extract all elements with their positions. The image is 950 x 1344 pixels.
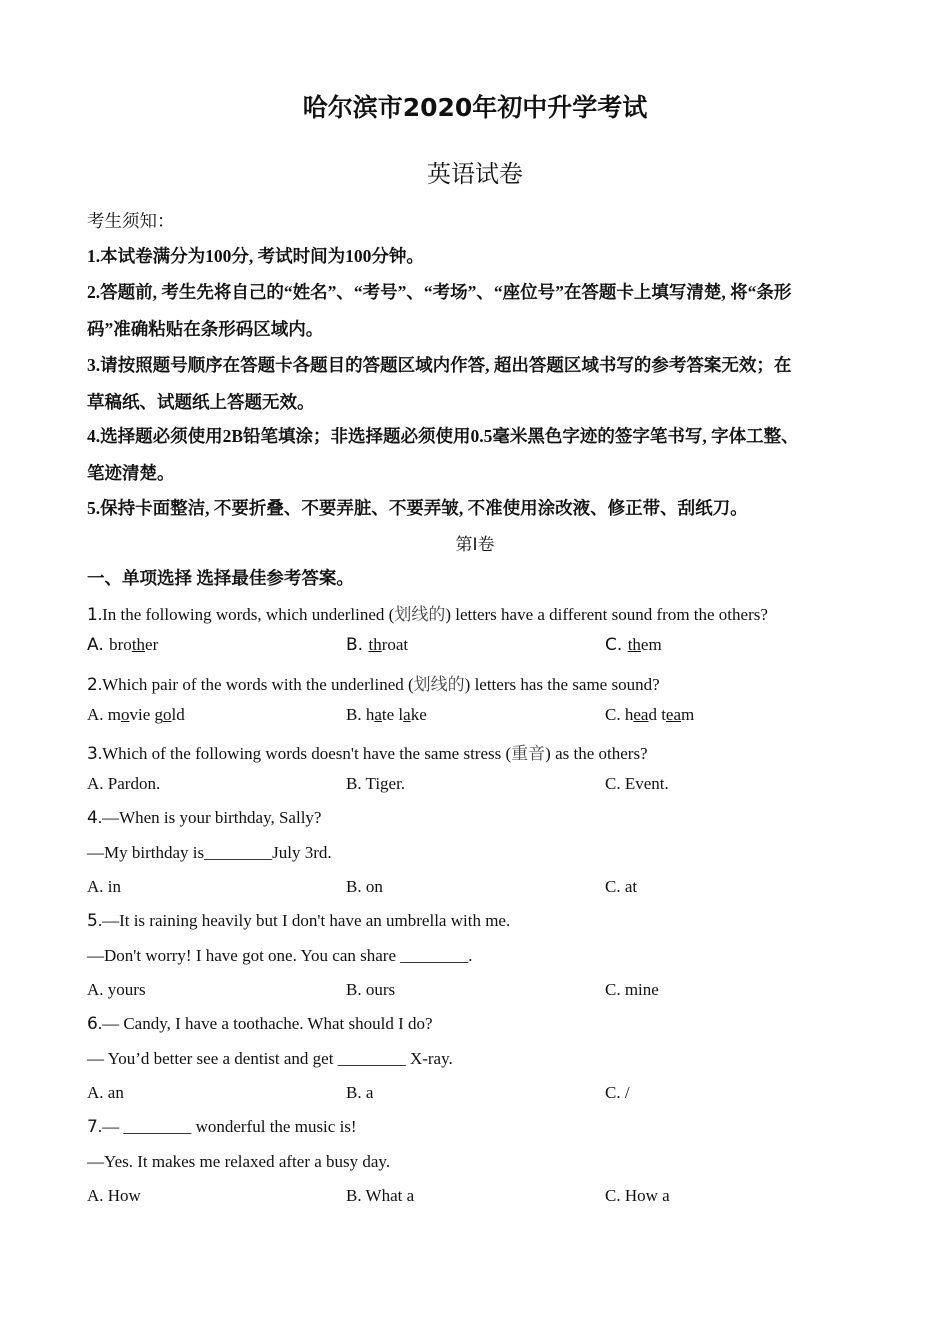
notice-line-3: 3.请按照题号顺序在答题卡各题目的答题区域内作答, 超出答题区域书写的参考答案无效；在 [87,355,792,375]
q7-option-a: A. How [87,1186,141,1205]
q2-option-a: A. movie gold [87,705,185,724]
question-6-line-2: — You’d better see a dentist and get ________ X-ray. [87,1049,453,1068]
q5-option-b: B. ours [346,980,396,999]
question-number: 6 [87,1014,98,1034]
q3-option-a: A. Pardon. [87,774,161,793]
section-heading: 一、单项选择 选择最佳参考答案。 [87,568,354,588]
question-1: 1.In the following words, which underlined (划线的) letters have a different sound from the others? [87,605,768,625]
q1-option-b: B. throat [346,635,409,655]
q7-option-b: B. What a [346,1186,415,1205]
q4-option-a: A. in [87,877,121,896]
q5-option-a: A. yours [87,980,146,999]
q3-option-b: B. Tiger. [346,774,406,793]
question-7: 7.— ________ wonderful the music is! [87,1117,357,1137]
q6-option-b: B. a [346,1083,374,1102]
question-number: 5 [87,911,98,931]
question-3: 3.Which of the following words doesn't have the same stress (重音) as the others? [87,744,648,764]
q7-option-c: C. How a [605,1186,670,1205]
volume-heading: 第Ⅰ卷 [455,535,495,555]
q4-option-c: C. at [605,877,638,896]
question-4-line-2: —My birthday is________July 3rd. [87,843,332,862]
q2-option-c: C. head team [605,705,695,724]
notice-line-4-cont: 笔迹清楚。 [87,463,175,483]
notice-line-2: 2.答题前, 考生先将自己的“姓名”、“考号”、“考场”、“座位号”在答题卡上填写清楚, 将“条形 [87,282,792,302]
exam-subtitle: 英语试卷 [427,160,523,188]
notice-line-2-cont: 码”准确粘贴在条形码区域内。 [87,319,324,339]
q4-option-b: B. on [346,877,383,896]
notice-line-5: 5.保持卡面整洁, 不要折叠、不要弄脏、不要弄皱, 不准使用涂改液、修正带、刮纸刀。 [87,498,748,518]
q5-option-c: C. mine [605,980,659,999]
notice-line-1: 1.本试卷满分为100分, 考试时间为100分钟。 [87,246,424,266]
q6-option-c: C. / [605,1083,630,1102]
question-4: 4.—When is your birthday, Sally? [87,808,322,828]
notice-line-4: 4.选择题必须使用2B铅笔填涂；非选择题必须使用0.5毫米黑色字迹的签字笔书写, 字体工整、 [87,426,799,446]
q6-option-a: A. an [87,1083,124,1102]
question-5: 5.—It is raining heavily but I don't have an umbrella with me. [87,911,511,931]
q1-option-c: C. them [605,635,662,655]
question-number: 7 [87,1117,98,1137]
q1-option-a: A. brother [87,635,159,655]
question-number: 4 [87,808,98,828]
question-6: 6.— Candy, I have a toothache. What should I do? [87,1014,433,1034]
question-2: 2.Which pair of the words with the underlined (划线的) letters has the same sound? [87,675,660,695]
notice-heading: 考生须知： [87,211,175,231]
question-number: 1 [87,605,98,625]
question-number: 3 [87,744,98,764]
exam-title: 哈尔滨市2020年初中升学考试 [302,93,648,122]
question-number: 2 [87,675,98,695]
notice-line-3-cont: 草稿纸、试题纸上答题无效。 [87,392,315,412]
question-5-line-2: —Don't worry! I have got one. You can share ________. [87,946,473,965]
q3-option-c: C. Event. [605,774,669,793]
question-7-line-2: —Yes. It makes me relaxed after a busy day. [87,1152,391,1171]
q2-option-b: B. hate lake [346,705,427,724]
